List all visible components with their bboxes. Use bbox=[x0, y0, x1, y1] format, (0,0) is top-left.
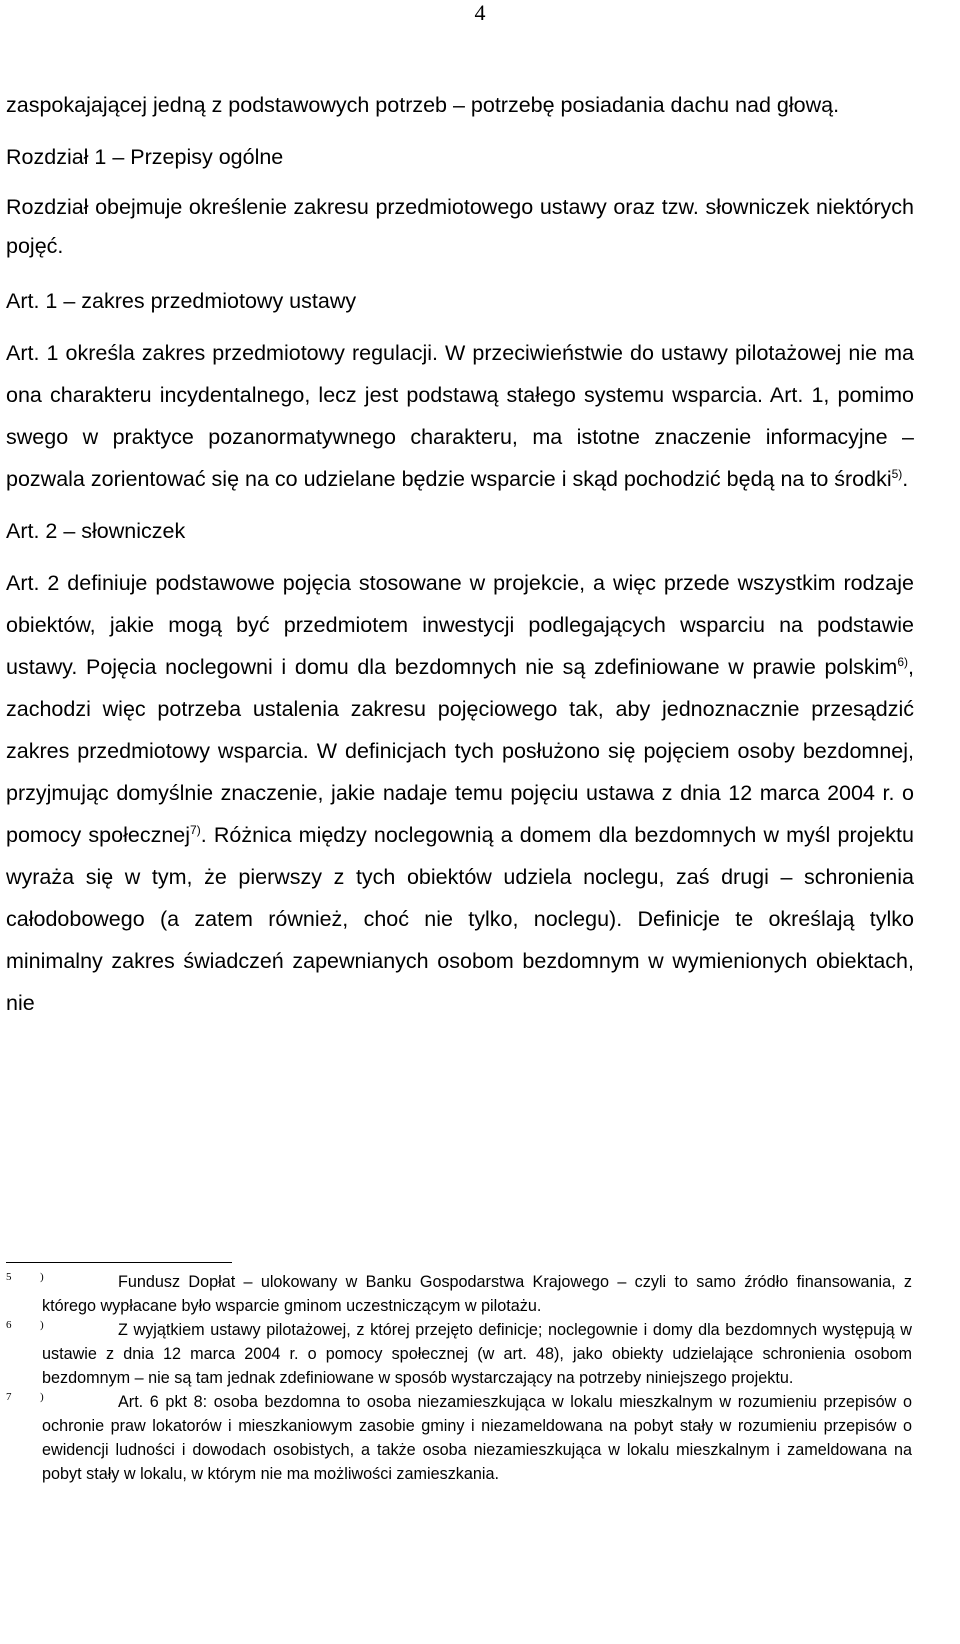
footnote-text: Fundusz Dopłat – ulokowany w Banku Gospodarstwa Krajowego – czyli to samo źródło finansowania, z którego wypłacane było wsparcie gminom uczestniczącym w pilotażu. bbox=[42, 1273, 912, 1315]
footnote-ref-6[interactable]: 6) bbox=[897, 655, 909, 669]
article-1-paragraph bbox=[6, 332, 914, 500]
footnote-number: 5 bbox=[6, 1271, 12, 1283]
footnote-text: Z wyjątkiem ustawy pilotażowej, z której przejęto definicje; noclegownie i domy dla bezdomnych występują w ustawie z dnia 12 marca 2004 r. o pomocy społecznej (w art. 48), jako obiekty udzielające schronienia osobom bezdomnym – nie są tam jednak zdefiniowane w sposób wystarczający na potrzeby niniejszego projektu. bbox=[42, 1321, 912, 1387]
footnote-number: 7 bbox=[6, 1391, 12, 1403]
footnote-paren: ) bbox=[40, 1391, 44, 1403]
article-1-end: . bbox=[902, 467, 909, 491]
footnote-paren: ) bbox=[40, 1319, 44, 1331]
footnote-ref-5[interactable]: 5) bbox=[891, 467, 903, 481]
footnote-separator bbox=[6, 1262, 232, 1263]
article-1-text: Art. 1 określa zakres przedmiotowy regulacji. W przeciwieństwie do ustawy pilotażowej nie ma ona charakteru incydentalnego, lecz jest podstawą stałego systemu wsparcia. Art. 1, pomimo swego w praktyce pozanormatywnego charakteru, ma istotne znaczenie informacyjne – pozwala zorientować się na co udzielane będzie wsparcie i skąd pochodzić będą na to środki bbox=[6, 341, 914, 491]
footnote-number: 6 bbox=[6, 1319, 12, 1331]
article-2-text-a: Art. 2 definiuje podstawowe pojęcia stosowane w projekcie, a więc przede wszystkim rodzaje obiektów, jakie mogą być przedmiotem inwestycji podlegających wsparciu na podstawie ustawy. Pojęcia noclegowni i domu dla bezdomnych nie są zdefiniowane w prawie polskim bbox=[6, 571, 914, 679]
chapter-description: Rozdział obejmuje określenie zakresu przedmiotowego ustawy oraz tzw. słowniczek niektórych pojęć. bbox=[6, 195, 914, 258]
page-number: 4 bbox=[474, 0, 486, 25]
footnote-7 bbox=[6, 1390, 912, 1486]
document-body bbox=[6, 84, 914, 1024]
footnote-text: Art. 6 pkt 8: osoba bezdomna to osoba niezamieszkująca w lokalu mieszkalnym w rozumieniu przepisów o ochronie praw lokatorów i mieszkaniowym zasobie gminy i niezameldowana na pobyt stały w rozumieniu przepisów o ewidencji ludności i dowodach osobistych, a także osoba niezamieszkująca w lokalu mieszkalnym i zameldowana na pobyt stały w lokalu, w którym nie ma możliwości zamieszkania. bbox=[42, 1393, 912, 1483]
footnote-paren: ) bbox=[40, 1271, 44, 1283]
chapter-heading: Rozdział 1 – Przepisy ogólne bbox=[6, 145, 284, 169]
article-2-text-c: . Różnica między noclegownią a domem dla bezdomnych w myśl projektu wyraża się w tym, że pierwszy z tych obiektów udziela noclegu, zaś drugi – schronienia całodobowego (a zatem również, choć nie tylko, noclegu). Definicje te określają tylko minimalny zakres świadczeń zapewnianych osobom bezdomnym w wymienionych obiektach, nie bbox=[6, 823, 914, 1015]
article-2-text-b: , zachodzi więc potrzeba ustalenia zakresu pojęciowego tak, aby jednoznacznie przesądzić zakres przedmiotowy wsparcia. W definicjach tych posłużono się pojęciem osoby bezdomnej, przyjmując domyślnie znaczenie, jakie nadaje temu pojęciu ustawa z dnia 12 marca 2004 r. o pomocy społecznej bbox=[6, 655, 914, 847]
article-1-heading: Art. 1 – zakres przedmiotowy ustawy bbox=[6, 289, 357, 313]
footnote-6 bbox=[6, 1318, 912, 1390]
article-2-paragraph bbox=[6, 562, 914, 1024]
footnote-5 bbox=[6, 1270, 912, 1318]
footnotes bbox=[6, 1270, 912, 1486]
paragraph-intro: zaspokajającej jedną z podstawowych potrzeb – potrzebę posiadania dachu nad głową. bbox=[6, 93, 840, 117]
footnote-ref-7[interactable]: 7) bbox=[190, 823, 201, 837]
article-2-heading: Art. 2 – słowniczek bbox=[6, 519, 186, 543]
